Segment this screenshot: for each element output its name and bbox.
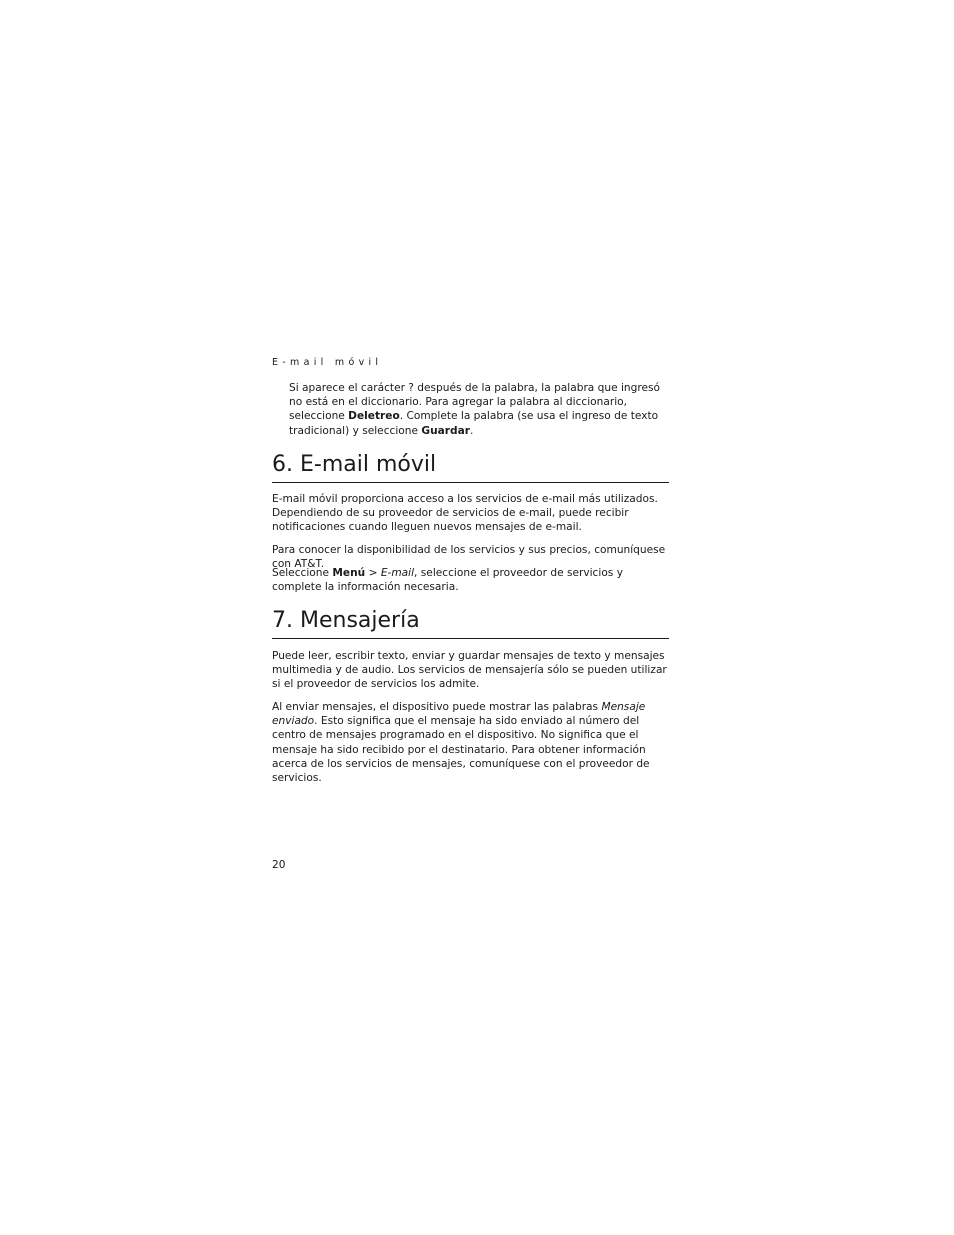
intro-paragraph — [289, 381, 671, 438]
messaging-paragraph-1: Puede leer, escribir texto, enviar y guardar mensajes de texto y mensajes multimedia y de audio. Los servicios de mensajería sólo se pueden utilizar si el proveedor de servicios los admite. — [272, 650, 667, 691]
menu-option: Menú — [332, 567, 366, 579]
email-paragraph-2: Para conocer la disponibilidad de los servicios y sus precios, comuníquese con AT&T. — [272, 544, 666, 571]
messaging-p2-text-1: Al enviar mensajes, el dispositivo puede mostrar las palabras — [272, 701, 602, 713]
deletreo-option: Deletreo — [348, 410, 400, 423]
page-number: 20 — [272, 859, 286, 871]
messaging-paragraph-2 — [272, 700, 669, 785]
email-p3-text-1: Seleccione — [272, 567, 333, 579]
intro-text-2: . Complete la palabra (se usa el ingreso de texto tradicional) y seleccione — [289, 410, 659, 437]
intro-text-3: . — [469, 424, 474, 437]
email-paragraph-1: E-mail móvil proporciona acceso a los servicios de e-mail más utilizados. Dependiendo de su proveedor de servicios de e-mail, puede recibir notificaciones cuando lleguen nuevos mensajes de e-mail. — [272, 493, 658, 534]
messaging-p2-text-2: . Esto significa que el mensaje ha sido enviado al número del centro de mensajes programado en el dispositivo. No significa que el mensaje ha sido recibido por el destinatario. Para obtener información acerca de los servicios de mensajes, comuníquese con el proveedor de servicios. — [272, 715, 650, 785]
email-p3-text-2: > — [365, 567, 381, 579]
email-p3-text-3: , seleccione el proveedor de servicios y complete la información necesaria. — [272, 567, 623, 594]
running-header: E-mail móvil — [272, 357, 383, 368]
section-heading-email: 6. E-mail móvil — [272, 451, 669, 483]
intro-text-1: Si aparece el carácter ? después de la palabra, la palabra que ingresó no está en el diccionario. Para agregar la palabra al diccionario, seleccione — [289, 382, 661, 423]
email-paragraph-3 — [272, 566, 669, 594]
message-sent-term: Mensaje enviado — [272, 701, 646, 728]
email-option: E-mail — [380, 567, 415, 579]
section-heading-messaging: 7. Mensajería — [272, 607, 669, 639]
guardar-option: Guardar — [421, 424, 470, 437]
